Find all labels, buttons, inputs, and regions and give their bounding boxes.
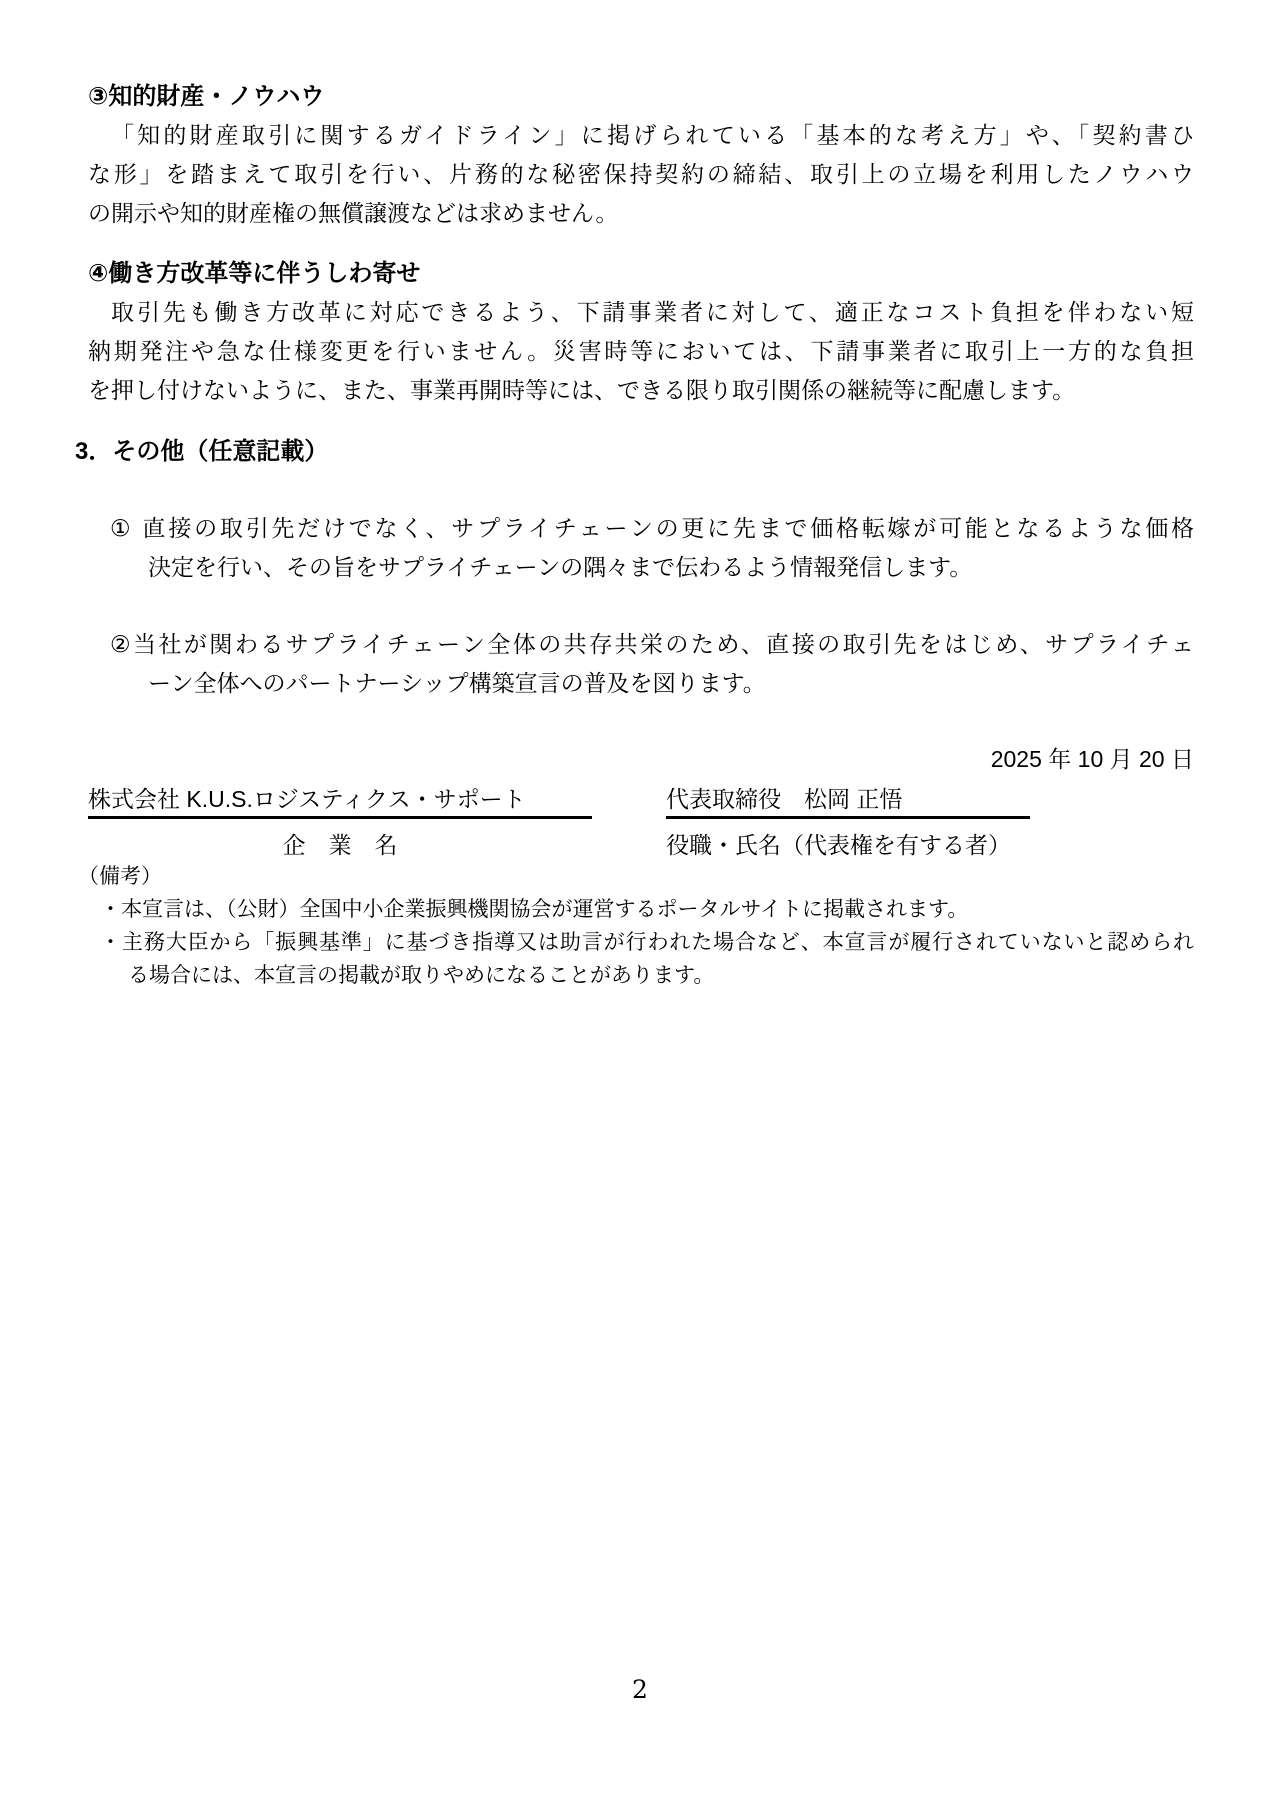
remarks-bullet-2-line-1: ・主務大臣から「振興基準」に基づき指導又は助言が行われた場合など、本宣言が履行されていないと認められ [100,931,1194,954]
remarks-bullet-1: ・本宣言は、（公財）全国中小企業振興機関協会が運営するポータルサイトに掲載されます。 [100,898,969,921]
section-other [75,432,1194,703]
remarks-label: （備考） [78,865,162,888]
other-item-1 [88,509,1194,587]
company-name-label: 企 業 名 [282,832,398,858]
other-item-1-line-1: ① 直接の取引先だけでなく、サプライチェーンの更に先まで価格転嫁が可能となるような価格 [110,515,1194,541]
section3-paragraph [88,116,1194,233]
section3-line-2: な形」を踏まえて取引を行い、片務的な秘密保持契約の締結、取引上の立場を利用したノウハウ [88,161,1194,187]
section4-line-3: を押し付けないように、また、事業再開時等には、できる限り取引関係の継続等に配慮します。 [88,377,1076,403]
section-intellectual-property [88,77,1194,233]
company-name-field [88,782,592,819]
representative-field [666,782,1030,819]
section-other-heading: 3．その他（任意記載） [75,438,329,465]
representative-name: 代表取締役 松岡 正悟 [666,782,1030,819]
remarks-bullet-2-line-2: る場合には、本宣言の掲載が取りやめになることがあります。 [128,964,715,987]
section-work-style-reform [88,254,1194,410]
section4-heading: ④働き方改革等に伴うしわ寄せ [88,260,421,287]
page-number: 2 [632,1675,648,1704]
declaration-date: 2025 年 10 月 20 日 [990,746,1194,772]
remarks-section [78,860,1194,992]
section3-line-3: の開示や知的財産権の無償譲渡などは求めません。 [88,200,619,226]
company-name: 株式会社 K.U.S.ロジスティクス・サポート [88,782,592,819]
other-item-1-line-2: 決定を行い、その旨をサプライチェーンの隅々まで伝わるよう情報発信します。 [148,554,973,580]
section3-line-1: 「知的財産取引に関するガイドライン」に掲げられている「基本的な考え方」や、「契約書ひ [111,122,1194,148]
section4-paragraph [88,293,1194,410]
representative-label: 役職・氏名（代表権を有する者） [666,832,1011,858]
section3-heading: ③知的財産・ノウハウ [88,83,325,110]
section4-line-1: 取引先も働き方改革に対応できるよう、下請事業者に対して、適正なコスト負担を伴わない短 [111,299,1194,325]
signature-block [88,782,1194,860]
other-item-2 [88,625,1194,703]
section4-line-2: 納期発注や急な仕様変更を行いません。災害時等においては、下請事業者に取引上一方的な負担 [88,338,1194,364]
other-item-2-line-2: ーン全体へのパートナーシップ構築宣言の普及を図ります。 [148,670,766,696]
other-item-2-line-1: ②当社が関わるサプライチェーン全体の共存共栄のため、直接の取引先をはじめ、サプライチェ [110,631,1194,657]
